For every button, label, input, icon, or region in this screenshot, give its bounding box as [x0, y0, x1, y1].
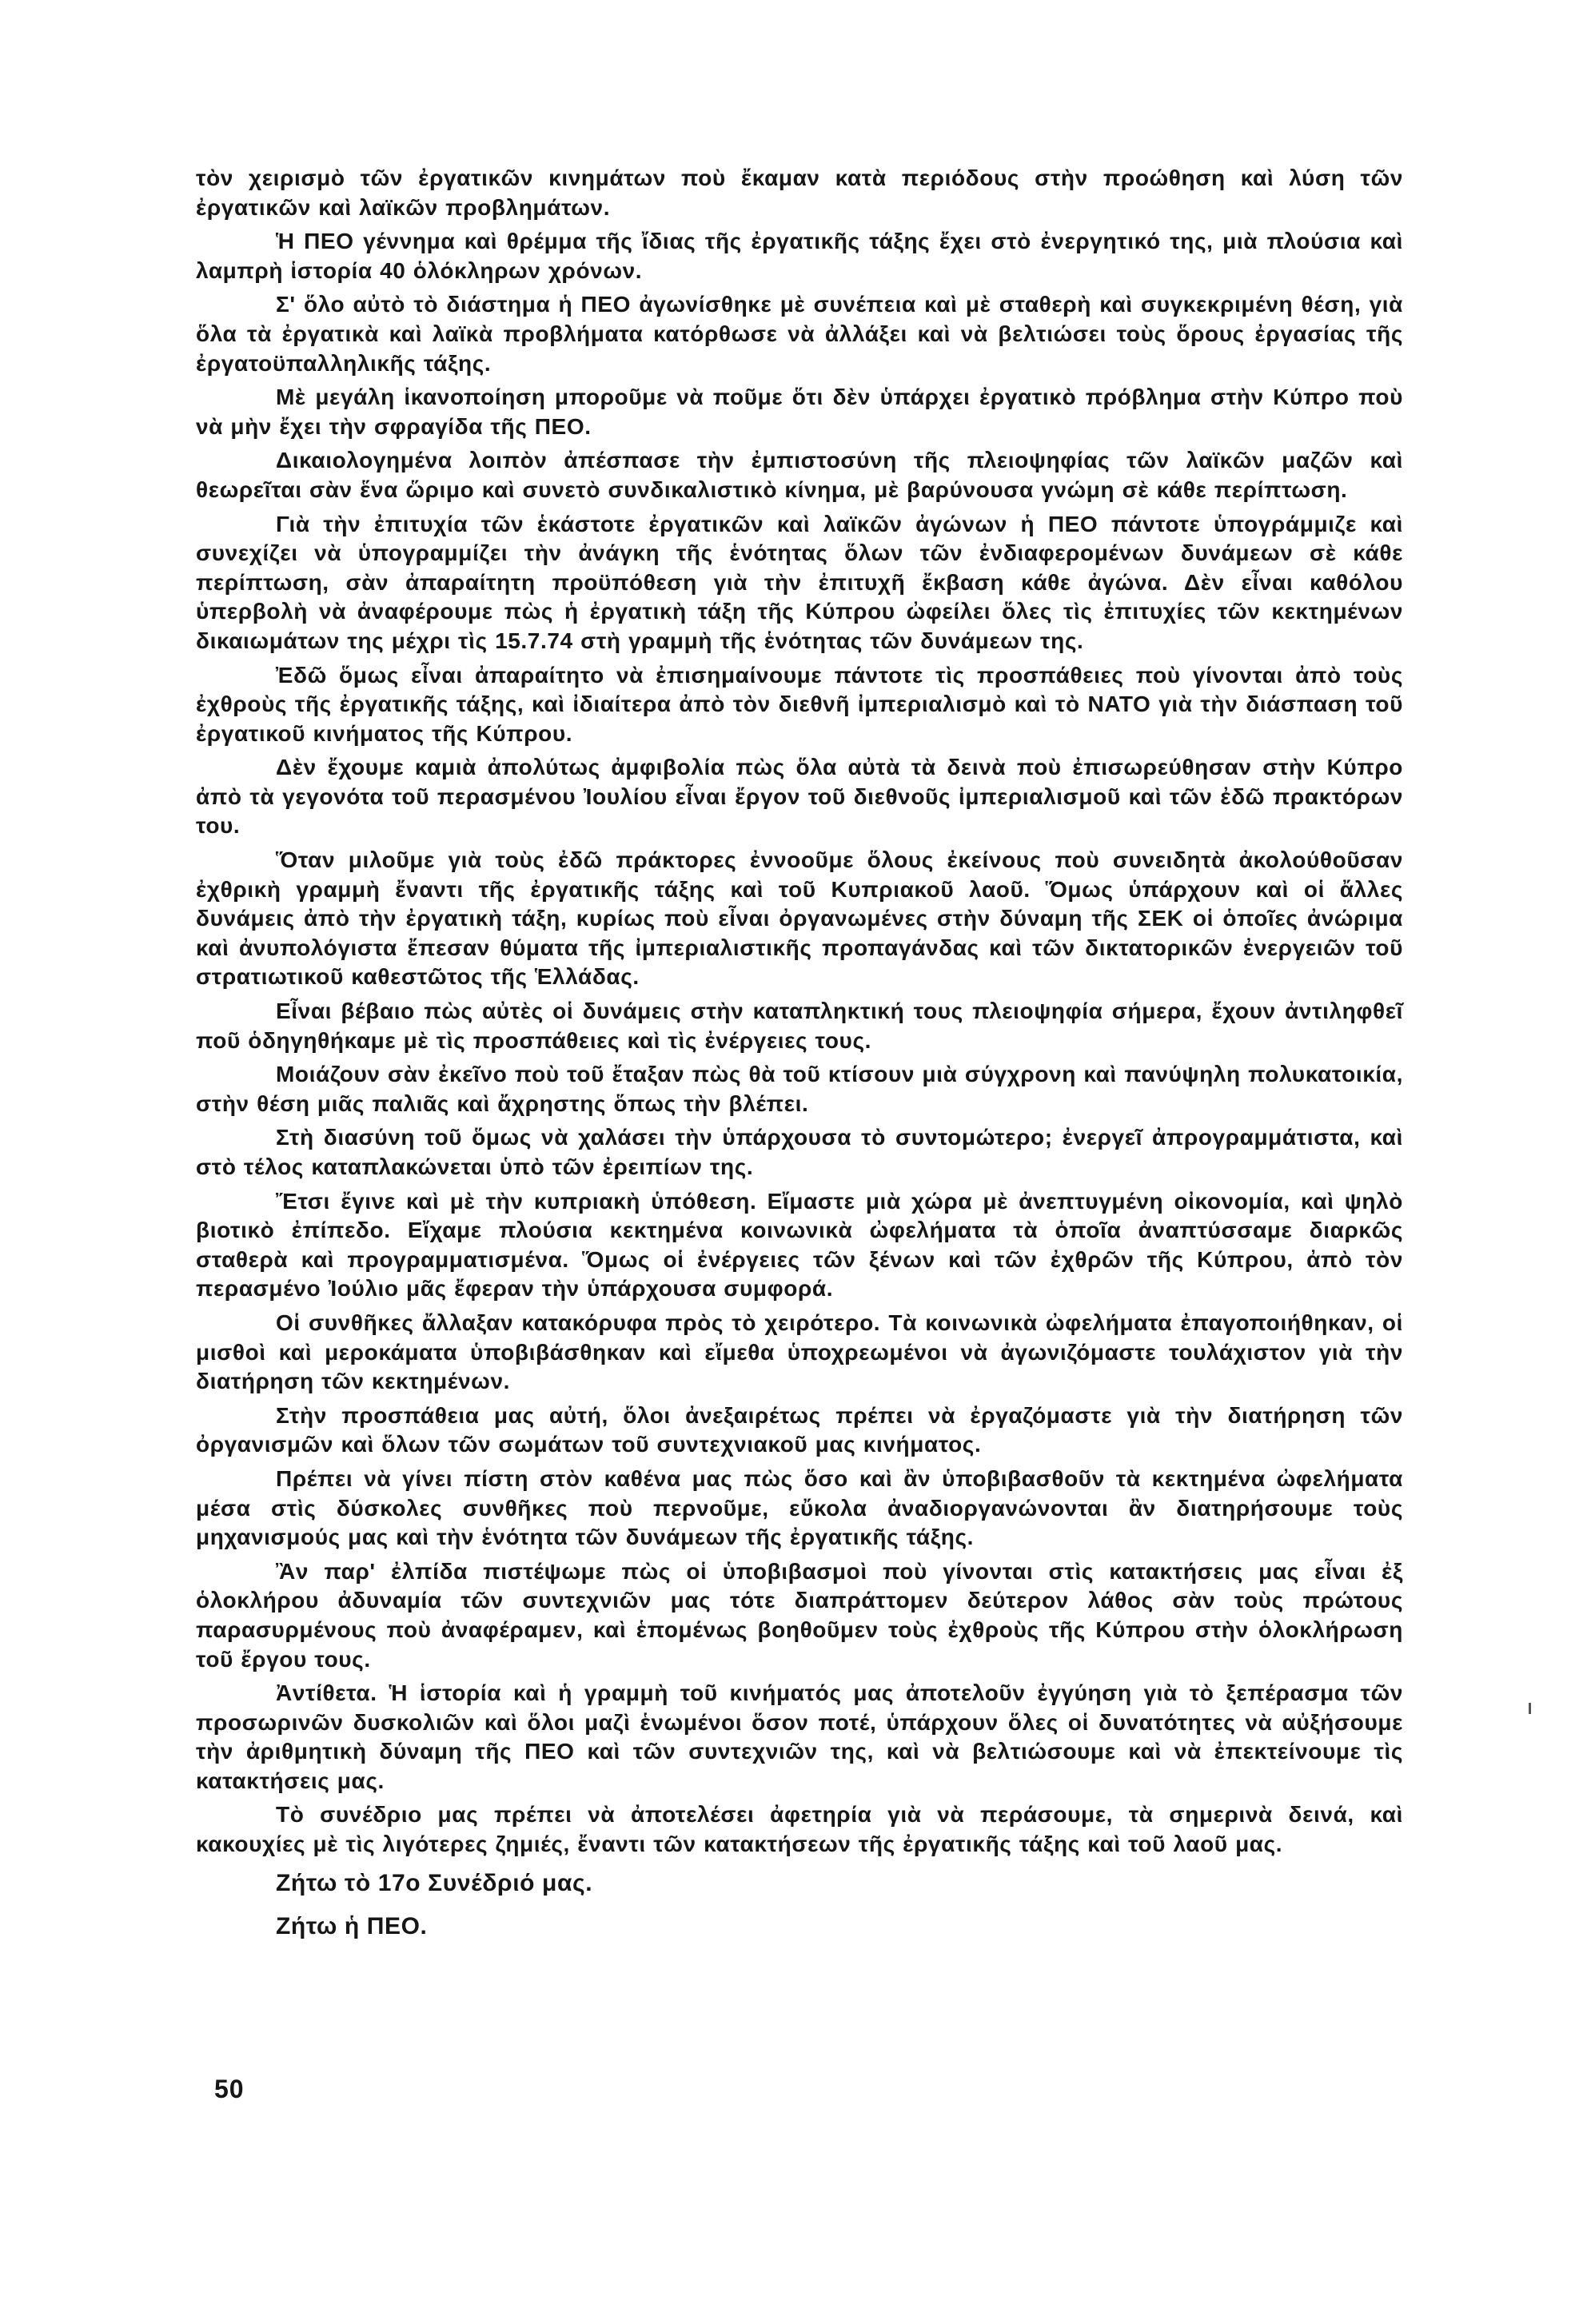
- closing-line: Ζήτω ἡ ΠΕΟ.: [276, 1912, 428, 1939]
- page-number: 50: [214, 2075, 245, 2103]
- paragraph: Γιὰ τὴν ἐπιτυχία τῶν ἑκάστοτε ἐργατικῶν καὶ λαϊκῶν ἀγώνων ἡ ΠΕΟ πάντοτε ὑπογράμμιζε καὶ συνεχίζει νὰ ὑπογραμμίζει τὴν ἀνάγκη τῆς ἑνότητας ὅλων τῶν ἐνδιαφερομένων δυνάμεων σὲ κάθε περίπτωση, σὰν ἀπαραίτητη προϋπόθεση γιὰ τὴν ἐπιτυχῆ ἔκβαση κάθε ἀγώνα. Δὲν εἶναι καθόλου ὑπερβολὴ νὰ ἀναφέρουμε πὼς ἡ ἐργατικὴ τάξη τῆς Κύπρου ὠφείλει ὅλες τὶς ἐπιτυχίες τῶν κεκτημένων δικαιωμάτων της μέχρι τὶς 15.7.74 στὴ γραμμὴ τῆς ἑνότητας τῶν δυνάμεων της.: [196, 511, 1403, 653]
- paragraph: Οἱ συνθῆκες ἄλλαξαν κατακόρυφα πρὸς τὸ χειρότερο. Τὰ κοινωνικὰ ὠφελήματα ἐπαγοποιήθηκαν, οἱ μισθοὶ καὶ μεροκάματα ὑποβιβάσθηκαν καὶ εἴμεθα ὑποχρεωμένοι νὰ ἀγωνιζόμαστε τουλάχιστον γιὰ τὴν διατήρηση τῶν κεκτημένων.: [196, 1309, 1403, 1394]
- paragraph: Σ' ὅλο αὐτὸ τὸ διάστημα ἡ ΠΕΟ ἀγωνίσθηκε μὲ συνέπεια καὶ μὲ σταθερὴ καὶ συγκεκριμένη θέση, γιὰ ὅλα τὰ ἐργατικὰ καὶ λαϊκὰ προβλήματα κατόρθωσε νὰ ἀλλάξει καὶ νὰ βελτιώσει τοὺς ὅρους ἐργασίας τῆς ἐργατοϋπαλληλικῆς τάξης.: [196, 292, 1403, 376]
- paragraph: Μοιάζουν σὰν ἐκεῖνο ποὺ τοῦ ἔταξαν πὼς θὰ τοῦ κτίσουν μιὰ σύγχρονη καὶ πανύψηλη πολυκατοικία, στὴν θέση μιᾶς παλιᾶς καὶ ἄχρηστης ὅπως τὴν βλέπει.: [196, 1062, 1403, 1116]
- paragraph: Εἶναι βέβαιο πὼς αὐτὲς οἱ δυνάμεις στὴν καταπληκτική τους πλειοψηφία σήμερα, ἔχουν ἀντιληφθεῖ ποῦ ὁδηγηθήκαμε μὲ τὶς προσπάθειες καὶ τὶς ἐνέργειες τους.: [196, 999, 1403, 1053]
- body-text: [196, 164, 1403, 1860]
- paragraph: Ἀντίθετα. Ἡ ἱστορία καὶ ἡ γραμμὴ τοῦ κινήματός μας ἀποτελοῦν ἐγγύηση γιὰ τὸ ξεπέρασμα τῶν προσωρινῶν δυσκολιῶν καὶ ὅλοι μαζὶ ἑνωμένοι ὅσον ποτέ, ὑπάρχουν ὅλες οἱ δυνατότητες νὰ αὐξήσουμε τὴν ἀριθμητικὴ δύναμη τῆς ΠΕΟ καὶ τῶν συντεχνιῶν της, καὶ νὰ βελτιώσουμε καὶ νὰ ἐπεκτείνουμε τὶς κατακτήσεις μας.: [196, 1680, 1403, 1793]
- paragraph: Δικαιολογημένα λοιπὸν ἀπέσπασε τὴν ἐμπιστοσύνη τῆς πλειοψηφίας τῶν λαϊκῶν μαζῶν καὶ θεωρεῖται σὰν ἕνα ὥριμο καὶ συνετὸ συνδικαλιστικὸ κίνημα, μὲ βαρύνουσα γνώμη σὲ κάθε περίπτωση.: [196, 448, 1403, 502]
- paragraph: Ἡ ΠΕΟ γέννημα καὶ θρέμμα τῆς ἴδιας τῆς ἐργατικῆς τάξης ἔχει στὸ ἐνεργητικό της, μιὰ πλούσια καὶ λαμπρὴ ἱστορία 40 ὁλόκληρων χρόνων.: [196, 229, 1403, 283]
- paragraph: Μὲ μεγάλη ἱκανοποίηση μποροῦμε νὰ ποῦμε ὅτι δὲν ὑπάρχει ἐργατικὸ πρόβλημα στὴν Κύπρο ποὺ νὰ μὴν ἔχει τὴν σφραγίδα τῆς ΠΕΟ.: [196, 385, 1403, 439]
- paragraph: Στὴ διασύνη τοῦ ὅμως νὰ χαλάσει τὴν ὑπάρχουσα τὸ συντομώτερο; ἐνεργεῖ ἀπρογραμμάτιστα, καὶ στὸ τέλος καταπλακώνεται ὑπὸ τῶν ἐρειπίων της.: [196, 1125, 1403, 1179]
- scan-mark: [1529, 1703, 1531, 1714]
- paragraph: Δὲν ἔχουμε καμιὰ ἀπολύτως ἀμφιβολία πὼς ὅλα αὐτὰ τὰ δεινὰ ποὺ ἐπισωρεύθησαν στὴν Κύπρο ἀπὸ τὰ γεγονότα τοῦ περασμένου Ἰουλίου εἶναι ἔργον τοῦ διεθνοῦς ἰμπεριαλισμοῦ καὶ τῶν ἐδῶ πρακτόρων του.: [196, 755, 1403, 839]
- paragraph: Στὴν προσπάθεια μας αὐτή, ὅλοι ἀνεξαιρέτως πρέπει νὰ ἐργαζόμαστε γιὰ τὴν διατήρηση τῶν ὀργανισμῶν καὶ ὅλων τῶν σωμάτων τοῦ συντεχνιακοῦ μας κινήματος.: [196, 1402, 1403, 1457]
- document-page: [196, 164, 1403, 2226]
- paragraph: Ὅταν μιλοῦμε γιὰ τοὺς ἐδῶ πράκτορες ἐννοοῦμε ὅλους ἐκείνους ποὺ συνειδητὰ ἀκολούθοῦσαν ἐχθρικὴ γραμμὴ ἔναντι τῆς ἐργατικῆς τάξης καὶ τοῦ Κυπριακοῦ λαοῦ. Ὅμως ὑπάρχουν καὶ οἱ ἄλλες δυνάμεις ἀπὸ τὴν ἐργατικὴ τάξη, κυρίως ποὺ εἶναι ὀργανωμένες στὴν δύναμη τῆς ΣΕΚ οἱ ὁποῖες ἀνώριμα καὶ ἀνυπολόγιστα ἔπεσαν θύματα τῆς ἰμπεριαλιστικῆς προπαγάνδας καὶ τῶν δικτατορικῶν ἐνεργειῶν τοῦ στρατιωτικοῦ καθεστῶτος τῆς Ἑλλάδας.: [196, 847, 1403, 990]
- closing-line: Ζήτω τὸ 17ο Συνέδριό μας.: [276, 1869, 593, 1896]
- closing-slogans: [196, 1864, 1403, 1946]
- paragraph: τὸν χειρισμὸ τῶν ἐργατικῶν κινημάτων ποὺ ἔκαμαν κατὰ περιόδους στὴν προώθηση καὶ λύση τῶν ἐργατικῶν καὶ λαϊκῶν προβλημάτων.: [196, 165, 1403, 220]
- paragraph: Τὸ συνέδριο μας πρέπει νὰ ἀποτελέσει ἀφετηρία γιὰ νὰ περάσουμε, τὰ σημερινὰ δεινά, καὶ κακουχίες μὲ τὶς λιγότερες ζημιές, ἔναντι τῶν κατακτήσεων τῆς ἐργατικῆς τάξης καὶ τοῦ λαοῦ μας.: [196, 1802, 1403, 1857]
- paragraph: Ἂν παρ' ἐλπίδα πιστέψωμε πὼς οἱ ὑποβιβασμοὶ ποὺ γίνονται στὶς κατακτήσεις μας εἶναι ἐξ ὁλοκλήρου ἀδυναμία τῶν συντεχνιῶν μας τότε διαπράττομεν δεύτερον λάθος σὰν τοὺς πρώτους παρασυρμένους ποὺ ἀναφέραμεν, καὶ ἑπομένως βοηθοῦμεν τοὺς ἐχθροὺς τῆς Κύπρου στὴν ὁλοκλήρωση τοῦ ἔργου τους.: [196, 1558, 1403, 1672]
- paragraph: Ἐδῶ ὅμως εἶναι ἀπαραίτητο νὰ ἐπισημαίνουμε πάντοτε τὶς προσπάθειες ποὺ γίνονται ἀπὸ τοὺς ἐχθροὺς τῆς ἐργατικῆς τάξης, καὶ ἰδιαίτερα ἀπὸ τὸν διεθνῆ ἰμπεριαλισμὸ καὶ τὸ ΝΑΤΟ γιὰ τὴν διάσπαση τοῦ ἐργατικοῦ κινήματος τῆς Κύπρου.: [196, 662, 1403, 746]
- paragraph: Ἔτσι ἔγινε καὶ μὲ τὴν κυπριακὴ ὑπόθεση. Εἴμαστε μιὰ χώρα μὲ ἀνεπτυγμένη οἰκονομία, καὶ ψηλὸ βιοτικὸ ἐπίπεδο. Εἴχαμε πλούσια κεκτημένα κοινωνικὰ ὠφελήματα τὰ ὁποῖα ἀναπτύσσαμε διαρκῶς σταθερὰ καὶ προγραμματισμένα. Ὅμως οἱ ἐνέργειες τῶν ξένων καὶ τῶν ἐχθρῶν τῆς Κύπρου, ἀπὸ τὸν περασμένο Ἰούλιο μᾶς ἔφεραν τὴν ὑπάρχουσα συμφορά.: [196, 1188, 1403, 1302]
- paragraph: Πρέπει νὰ γίνει πίστη στὸν καθένα μας πὼς ὅσο καὶ ἂν ὑποβιβασθοῦν τὰ κεκτημένα ὠφελήματα μέσα στὶς δύσκολες συνθῆκες ποὺ περνοῦμε, εὔκολα ἀναδιοργανώνονται ἂν διατηρήσουμε τοὺς μηχανισμούς μας καὶ τὴν ἑνότητα τῶν δυνάμεων τῆς ἐργατικῆς τάξης.: [196, 1465, 1403, 1550]
